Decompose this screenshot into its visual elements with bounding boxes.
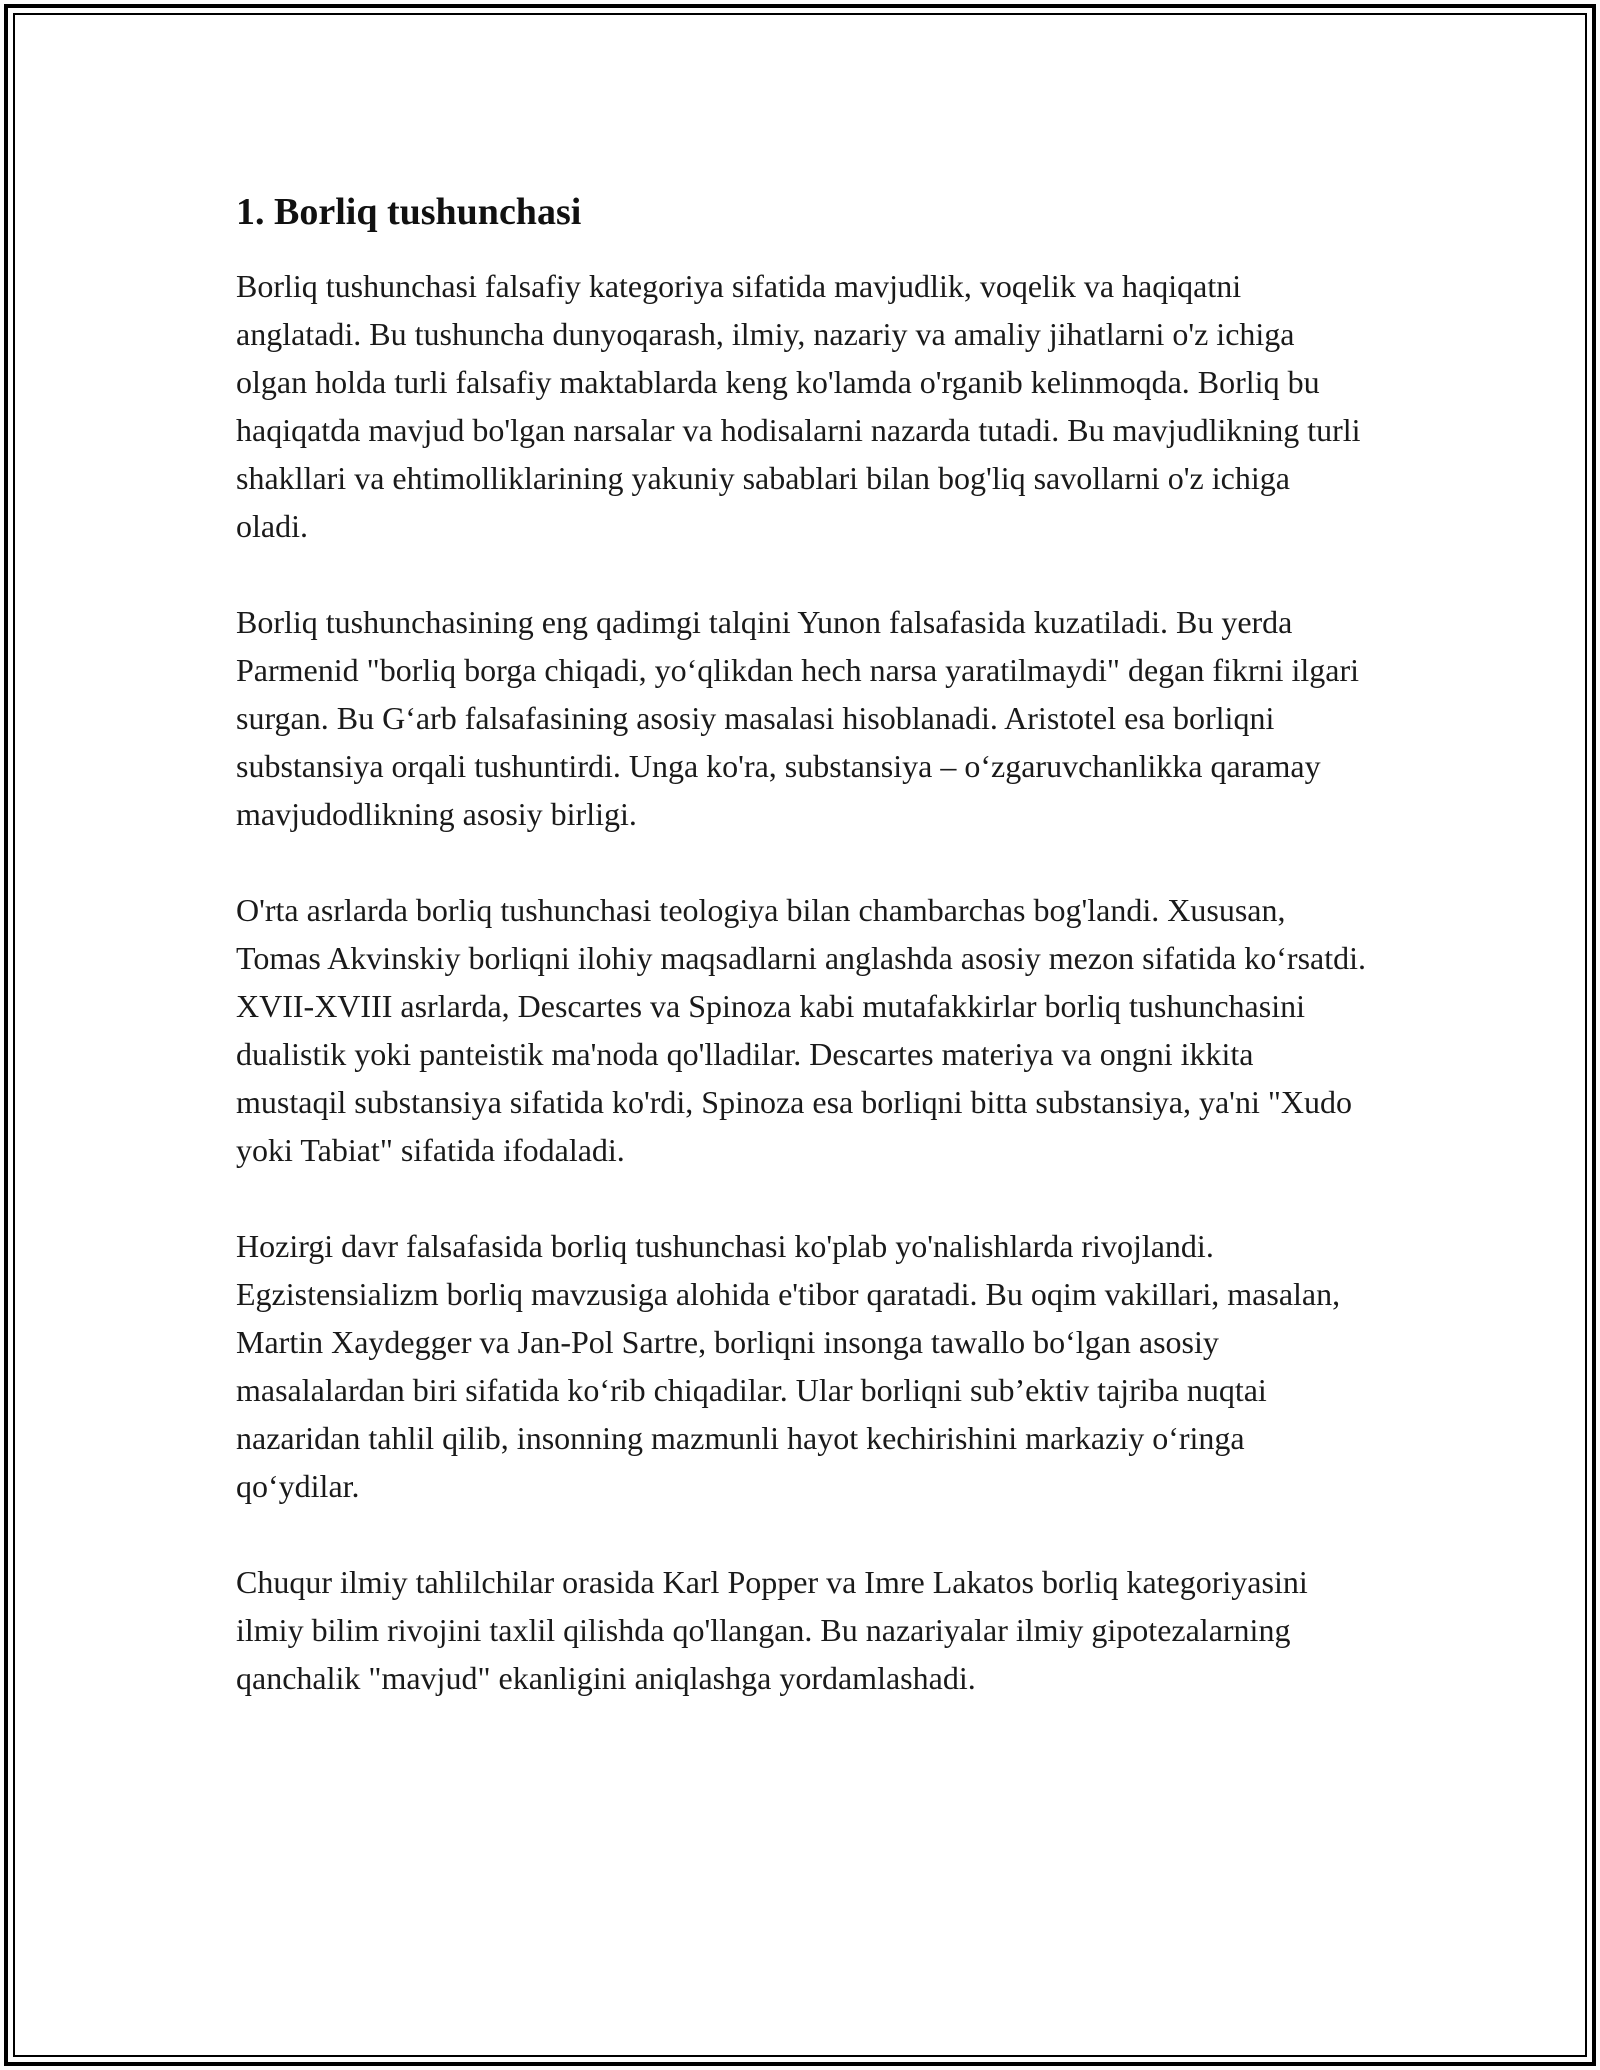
section-heading: 1. Borliq tushunchasi — [236, 191, 582, 233]
paragraph-2: Borliq tushunchasining eng qadimgi talqini Yunon falsafasida kuzatiladi. Bu yerda Parmenid "borliq borga chiqadi, yo‘qlikdan hech narsa yaratilmaydi" degan fikrni ilgari surgan. Bu G‘arb falsafasining asosiy masalasi hisoblanadi. Aristotel esa borliqni substansiya orqali tushuntirdi. Unga ko'ra, substansiya – o‘zgaruvchanlikka qaramay mavjudodlikning asosiy birligi. — [236, 604, 1359, 832]
paragraph-4: Hozirgi davr falsafasida borliq tushunchasi ko'plab yo'nalishlarda rivojlandi. Egzistensializm borliq mavzusiga alohida e'tibor qaratadi. Bu oqim vakillari, masalan, Martin Xaydegger va Jan-Pol Sartre, borliqni insonga tawallo bo‘lgan asosiy masalalardan biri sifatida ko‘rib chiqadilar. Ular borliqni sub’ektiv tajriba nuqtai nazaridan tahlil qilib, insonning mazmunli hayot kechirishini markaziy o‘ringa qo‘ydilar. — [236, 1228, 1341, 1504]
paragraph-3: O'rta asrlarda borliq tushunchasi teologiya bilan chambarchas bog'landi. Xususan, Tomas Akvinskiy borliqni ilohiy maqsadlarni anglashda asosiy mezon sifatida ko‘rsatdi. XVII-XVIII asrlarda, Descartes va Spinoza kabi mutafakkirlar borliq tushunchasini dualistik yoki panteistik ma'noda qo'lladilar. Descartes materiya va ongni ikkita mustaqil substansiya sifatida ko'rdi, Spinoza esa borliqni bitta substansiya, ya'ni "Xudo yoki Tabiat" sifatida ifodaladi. — [236, 892, 1367, 1168]
paragraph-1: Borliq tushunchasi falsafiy kategoriya sifatida mavjudlik, voqelik va haqiqatni anglatadi. Bu tushuncha dunyoqarash, ilmiy, nazariy va amaliy jihatlarni o'z ichiga olgan holda turli falsafiy maktablarda keng ko'lamda o'rganib kelinmoqda. Borliq bu haqiqatda mavjud bo'lgan narsalar va hodisalarni nazarda tutadi. Bu mavjudlikning turli shakllari va ehtimolliklarining yakuniy sabablari bilan bog'liq savollarni o'z ichiga oladi. — [236, 268, 1361, 544]
paragraph-5: Chuqur ilmiy tahlilchilar orasida Karl Popper va Imre Lakatos borliq kategoriyasini ilmiy bilim rivojini taxlil qilishda qo'llangan. Bu nazariyalar ilmiy gipotezalarning qanchalik "mavjud" ekanligini aniqlashga yordamlashadi. — [236, 1564, 1308, 1696]
document-body — [236, 188, 1366, 1750]
